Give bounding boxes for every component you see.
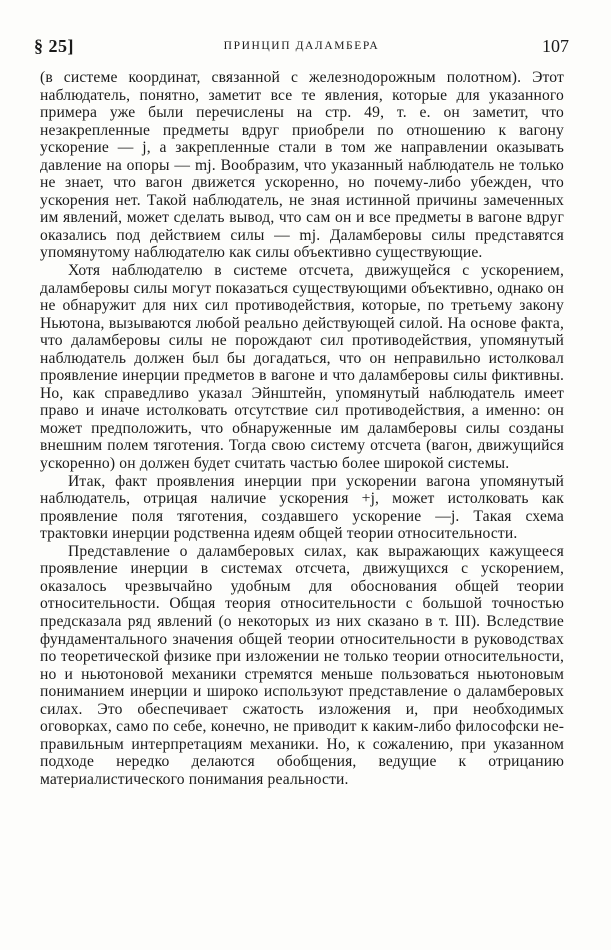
running-header [34,36,569,60]
paragraph-1: (в системе координат, связанной с железнодорожным полотном). Этот наблюдатель, понятно, заметит все те явления, которые для указанного примера уже были перечислены на стр. 49, т. е. он заметит, что незакрепленные предметы вдруг приобрели по отношению к вагону ускорение — j, а закрепленные стали в том же направлении оказывать давление на опоры — mj. Вообразим, что указанный наблюдатель не только не знает, что вагон движется ускоренно, но почему-либо убежден, что ускорения нет. Такой наблюдатель, не зная истинной причины замеченных им явлений, может сделать вывод, что сам он и все предметы в вагоне вдруг оказались под действием силы — mj. Даламберовы силы представятся упомянутому наблюдателю как силы объективно существующие. [40,69,564,262]
section-number: § 25] [34,36,74,56]
paragraph-4: Представление о даламберовых силах, как выражающих кажущееся проявление инерции в системах отсчета, движущихся с ускорением, оказалось чрезвычайно удобным для обоснования общей теории относительности. Общая теория относительности с большой точностью предсказала ряд явлений (о некоторых из них сказано в т. III). Вследствие фундаментального значения общей теории относительности в руководствах по теоретической физике при изложении не только теории относительности, но и ньютоновой механики стремятся меньше пользоваться ньютоновым пониманием инерции и широко используют представление о даламберовых силах. Это обеспечивает сжатость изложения и, при необходимых оговорках, само по себе, конечно, не приводит к каким-либо философски неправильным интерпретациям механики. Но, к сожалению, при указанном подходе нередко делаются обобщения, ведущие к отрицанию материалистического понимания реальности. [40,542,564,788]
body-text [40,69,564,788]
paragraph-2: Хотя наблюдателю в системе отсчета, движущейся с ускорением, даламберовы силы могут показаться существующими объективно, однако он не обнаружит для них сил противодействия, которые, по третьему закону Ньютона, вызываются любой реально действующей силой. На основе факта, что даламберовы силы не порождают сил противодействия, упомянутый наблюдатель должен был бы догадаться, что он неправильно истолковал проявление инерции предметов в вагоне и что даламберовы силы фиктивны. Но, как справедливо указал Эйнштейн, упомянутый наблюдатель имеет право и иначе истолковать отсутствие сил противодействия, а именно: он может предположить, что обнаруженные им даламберовы силы созданы внешним полем тяготения. Тогда свою систему отсчета (вагон, движущийся ускоренно) он должен будет считать частью более широкой системы. [40,262,564,473]
running-title: ПРИНЦИП ДАЛАМБЕРА [223,40,380,52]
paragraph-3: Итак, факт проявления инерции при ускорении вагона упомянутый наблюдатель, отрицая наличие ускорения +j, может истолковать как проявление поля тяготения, создавшего ускорение —j. Такая схема трактовки инерции родственна идеям общей теории относительности. [40,472,564,543]
page-number: 107 [542,36,569,56]
